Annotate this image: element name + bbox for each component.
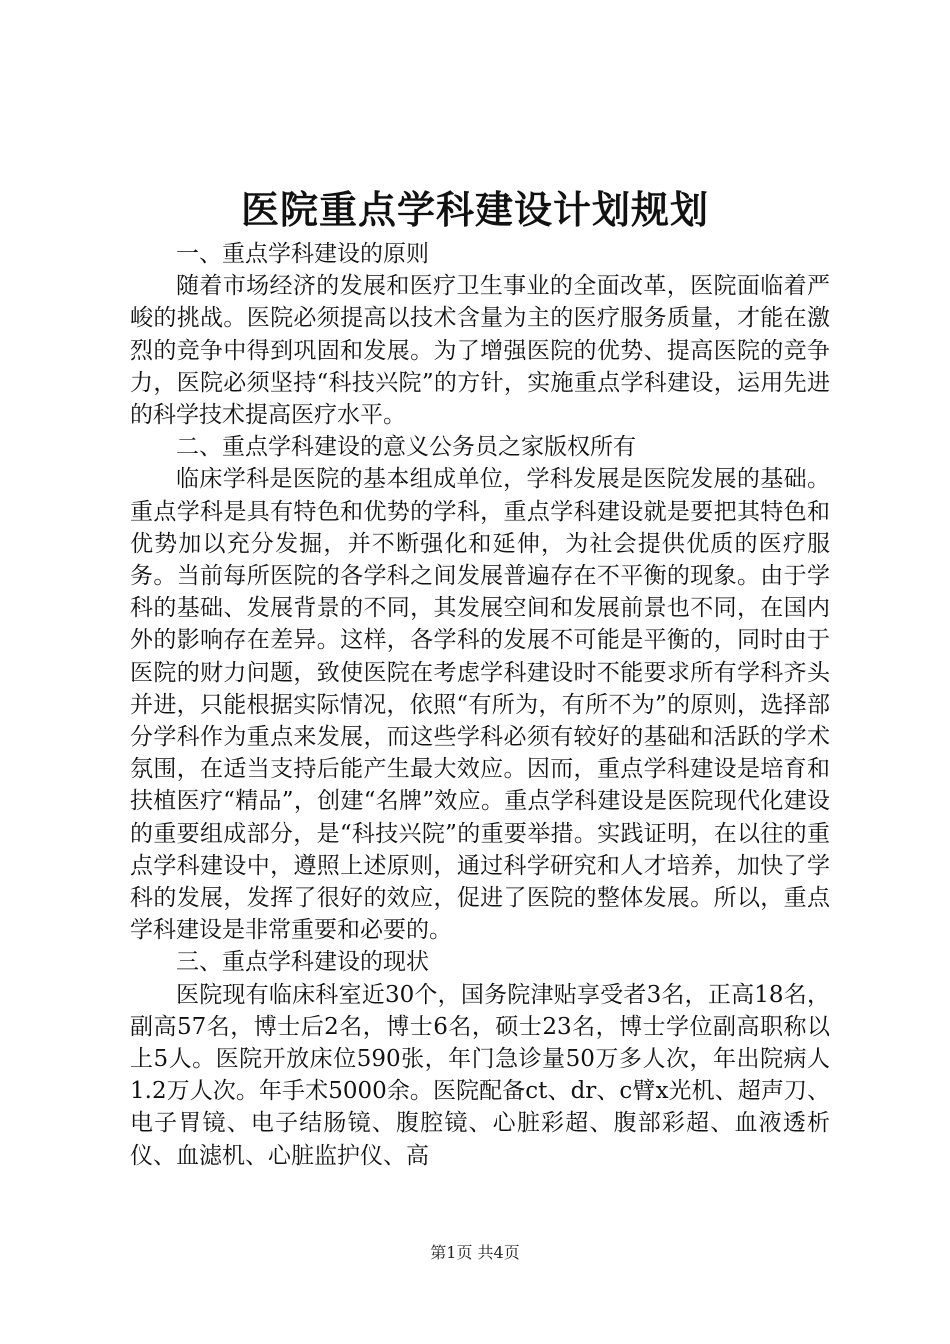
document-title: 医院重点学科建设计划规划 bbox=[240, 187, 709, 232]
page-footer: 第1页 共4页 bbox=[430, 1243, 520, 1262]
document-body bbox=[130, 238, 830, 1172]
section-heading-3: 三、重点学科建设的现状 bbox=[176, 949, 429, 976]
section-heading-1: 一、重点学科建设的原则 bbox=[176, 241, 429, 267]
section-paragraph-3: 医院现有临床科室近30个，国务院津贴享受者3名，正高18名，副高57名，博士后2名，博士6名，硕士23名，博士学位副高职称以上5人。医院开放床位590张，年门急诊量50万多人次，年出院病人1.2万人次。年手术5000余。医院配备ct、dr、c臂x光机、超声刀、电子胃镜、电子结肠镜、腹腔镜、心脏彩超、腹部彩超、血液透析仪、血滤机、心脏监护仪、高 bbox=[130, 981, 830, 1169]
section-heading-2: 二、重点学科建设的意义公务员之家版权所有 bbox=[176, 434, 636, 461]
section-paragraph-1: 随着市场经济的发展和医疗卫生事业的全面改革，医院面临着严峻的挑战。医院必须提高以技术含量为主的医疗服务质量，才能在激烈的竞争中得到巩固和发展。为了增强医院的优势、提高医院的竞争力，医院必须坚持“科技兴院”的方针，实施重点学科建设，运用先进的科学技术提高医疗水平。 bbox=[130, 273, 830, 429]
section-paragraph-2: 临床学科是医院的基本组成单位，学科发展是医院发展的基础。重点学科是具有特色和优势的学科，重点学科建设就是要把其特色和优势加以充分发掘，并不断强化和延伸，为社会提供优质的医疗服务。当前每所医院的各学科之间发展普遍存在不平衡的现象。由于学科的基础、发展背景的不同，其发展空间和发展前景也不同，在国内外的影响存在差异。这样，各学科的发展不可能是平衡的，同时由于医院的财力问题，致使医院在考虑学科建设时不能要求所有学科齐头并进，只能根据实际情况，依照“有所为，有所不为”的原则，选择部分学科作为重点来发展，而这些学科必须有较好的基础和活跃的学术氛围，在适当支持后能产生最大效应。因而，重点学科建设是培育和扶植医疗“精品”，创建“名牌”效应。重点学科建设是医院现代化建设的重要组成部分，是“科技兴院”的重要举措。实践证明，在以往的重点学科建设中，遵照上述原则，通过科学研究和人才培养，加快了学科的发展，发挥了很好的效应，促进了医院的整体发展。所以，重点学科建设是非常重要和必要的。 bbox=[130, 466, 830, 944]
